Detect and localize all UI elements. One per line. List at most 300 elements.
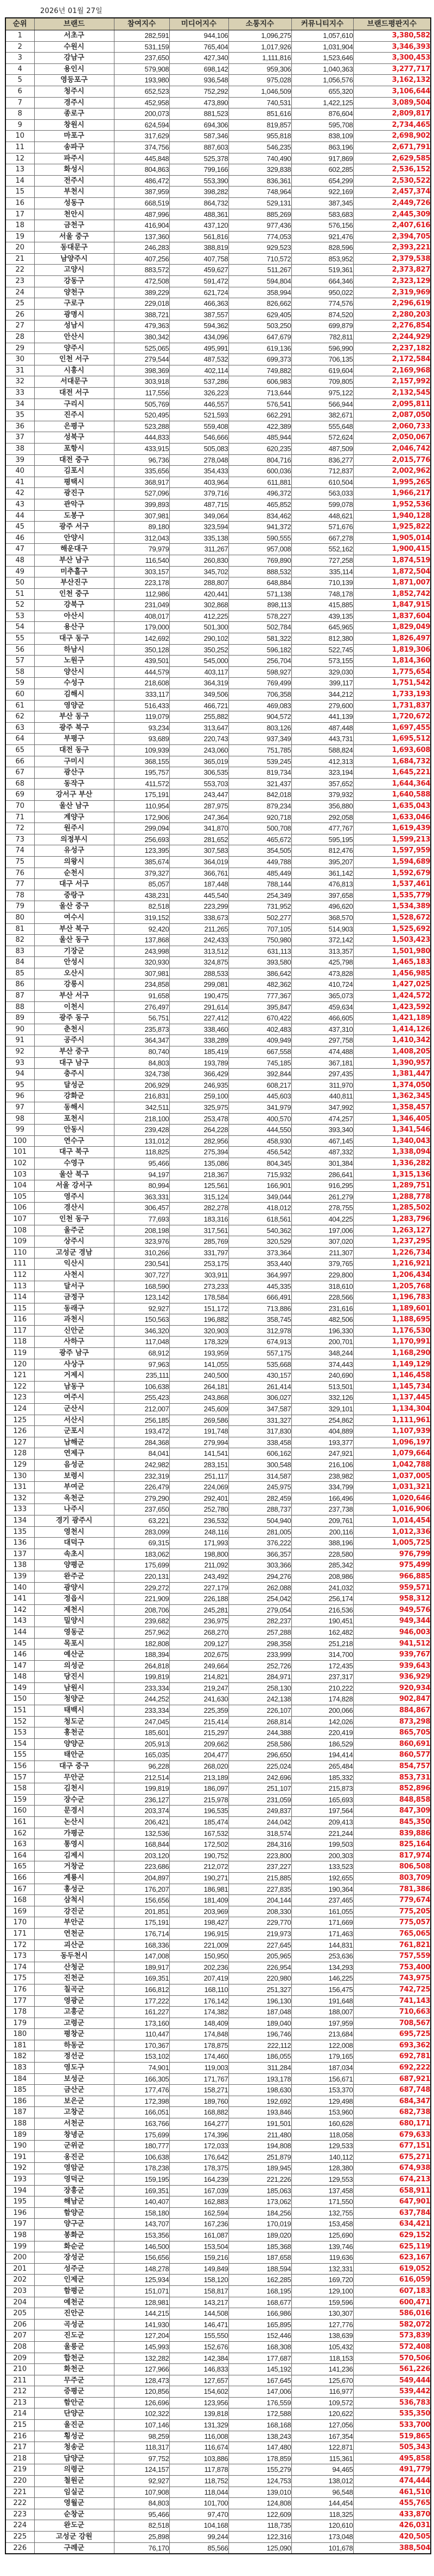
brand-name-cell: 대구 남구 [34, 1057, 114, 1069]
rank-cell: 187 [5, 2107, 34, 2118]
community-cell: 105,432 [291, 2341, 353, 2353]
participation-cell: 256,693 [114, 834, 169, 845]
participation-cell: 229,272 [114, 1582, 169, 1594]
participation-cell: 166,305 [114, 2073, 169, 2085]
community-cell: 165,693 [291, 1794, 353, 1806]
brand-name-cell: 여주시 [34, 1392, 114, 1404]
communication-cell: 1,096,275 [228, 30, 291, 42]
brand-name-cell: 영암군 [34, 2163, 114, 2174]
media-cell: 209,662 [169, 1738, 228, 1750]
brand-name-cell: 울주군 [34, 1225, 114, 1236]
community-cell: 140,112 [291, 2151, 353, 2163]
communication-cell: 445,335 [228, 1281, 291, 1292]
community-cell: 231,616 [291, 1303, 353, 1314]
communication-cell: 600,036 [228, 466, 291, 477]
reputation-index-cell: 860,577 [353, 1750, 431, 1761]
reputation-index-cell: 495,858 [353, 2453, 431, 2464]
rank-cell: 74 [5, 845, 34, 857]
media-cell: 174,848 [169, 2029, 228, 2040]
rank-cell: 14 [5, 175, 34, 187]
reputation-index-cell: 1,346,405 [353, 1113, 431, 1125]
rank-cell: 25 [5, 298, 34, 310]
rank-cell: 119 [5, 1348, 34, 1359]
participation-cell: 668,519 [114, 197, 169, 209]
rank-cell: 122 [5, 1381, 34, 1392]
rank-cell: 133 [5, 1504, 34, 1515]
communication-cell: 258,130 [228, 1682, 291, 1694]
table-row [5, 2018, 431, 2029]
rank-cell: 149 [5, 1682, 34, 1694]
community-cell: 975,122 [291, 388, 353, 399]
communication-cell: 251,879 [228, 2151, 291, 2163]
table-row [5, 220, 431, 232]
rank-cell: 213 [5, 2397, 34, 2408]
community-cell: 132,755 [291, 2207, 353, 2219]
participation-cell: 153,102 [114, 2051, 169, 2063]
reputation-index-cell: 742,725 [353, 1984, 431, 1995]
table-row [5, 1538, 431, 1549]
media-cell: 152,676 [169, 2341, 228, 2353]
table-row [5, 711, 431, 723]
brand-name-cell: 광주 동구 [34, 1013, 114, 1024]
brand-name-cell: 보은군 [34, 2096, 114, 2107]
community-cell: 241,032 [291, 1582, 353, 1594]
participation-cell: 276,497 [114, 1001, 169, 1013]
community-cell: 836,277 [291, 454, 353, 466]
communication-cell: 745,185 [228, 1057, 291, 1069]
brand-name-cell: 원주시 [34, 823, 114, 834]
reputation-index-cell: 1,176,530 [353, 1325, 431, 1337]
reputation-index-cell: 1,111,961 [353, 1415, 431, 1426]
brand-name-cell: 달서구 [34, 1281, 114, 1292]
reputation-index-cell: 949,576 [353, 1604, 431, 1616]
participation-cell: 279,290 [114, 1493, 169, 1504]
participation-cell: 199,819 [114, 1783, 169, 1795]
brand-name-cell: 대구 북구 [34, 1147, 114, 1158]
participation-cell: 445,848 [114, 153, 169, 164]
rank-cell: 130 [5, 1470, 34, 1482]
media-cell: 223,299 [169, 901, 228, 913]
brand-name-cell: 남양주시 [34, 253, 114, 265]
participation-cell: 166,051 [114, 2107, 169, 2118]
participation-cell: 177,476 [114, 2085, 169, 2096]
media-cell: 288,533 [169, 968, 228, 979]
participation-cell: 346,320 [114, 1325, 169, 1337]
communication-cell: 118,735 [228, 2520, 291, 2532]
table-row [5, 722, 431, 734]
reputation-index-cell: 684,347 [353, 2096, 431, 2107]
community-cell: 347,992 [291, 1102, 353, 1114]
communication-cell: 540,362 [228, 1225, 291, 1236]
community-cell: 221,244 [291, 1828, 353, 1839]
reputation-index-cell: 2,095,811 [353, 399, 431, 410]
brand-name-cell: 횡성군 [34, 2431, 114, 2442]
rank-cell: 148 [5, 1672, 34, 1683]
participation-cell: 444,579 [114, 666, 169, 678]
rank-cell: 193 [5, 2174, 34, 2186]
communication-cell: 819,857 [228, 119, 291, 131]
table-row [5, 544, 431, 555]
reputation-index-cell: 679,633 [353, 2129, 431, 2141]
media-cell: 203,969 [169, 1906, 228, 1917]
table-row [5, 2007, 431, 2018]
reputation-index-cell: 2,050,067 [353, 432, 431, 444]
brand-name-cell: 예천군 [34, 2297, 114, 2308]
communication-cell: 172,588 [228, 2408, 291, 2420]
media-cell: 287,975 [169, 800, 228, 812]
participation-cell: 168,844 [114, 1839, 169, 1851]
table-row [5, 555, 431, 566]
media-cell: 248,116 [169, 1526, 228, 1538]
rank-cell: 141 [5, 1594, 34, 1605]
community-cell: 153,370 [291, 2085, 353, 2096]
community-cell: 162,482 [291, 1627, 353, 1638]
reputation-index-cell: 936,929 [353, 1672, 431, 1683]
participation-cell: 203,120 [114, 1850, 169, 1861]
table-row [5, 1872, 431, 1884]
communication-cell: 715,932 [228, 1169, 291, 1180]
reputation-index-cell: 2,629,585 [353, 153, 431, 164]
media-cell: 174,396 [169, 2129, 228, 2141]
community-cell: 699,879 [291, 320, 353, 332]
media-cell: 259,100 [169, 1091, 228, 1102]
participation-cell: 201,851 [114, 1906, 169, 1917]
participation-cell: 235,111 [114, 1370, 169, 1382]
reputation-index-cell: 1,640,588 [353, 789, 431, 801]
media-cell: 403,117 [169, 666, 228, 678]
reputation-index-cell: 2,157,992 [353, 376, 431, 388]
reputation-index-cell: 1,697,455 [353, 722, 431, 734]
brand-name-cell: 함평군 [34, 2285, 114, 2297]
participation-cell: 85,057 [114, 879, 169, 890]
participation-cell: 203,374 [114, 1806, 169, 1817]
rank-cell: 138 [5, 1560, 34, 1571]
brand-name-cell: 제천시 [34, 1604, 114, 1616]
media-cell: 219,247 [169, 1682, 228, 1694]
communication-cell: 777,367 [228, 991, 291, 1002]
communication-cell: 458,930 [228, 1135, 291, 1147]
table-row [5, 1917, 431, 1929]
reputation-index-cell: 1,410,342 [353, 1035, 431, 1046]
rank-cell: 16 [5, 197, 34, 209]
communication-cell: 193,178 [228, 2073, 291, 2085]
table-row [5, 1426, 431, 1437]
community-cell: 1,057,610 [291, 30, 353, 42]
table-row [5, 1850, 431, 1861]
rank-cell: 92 [5, 1046, 34, 1058]
table-row [5, 2029, 431, 2040]
reputation-index-cell: 1,940,128 [353, 510, 431, 522]
community-cell: 133,523 [291, 1861, 353, 1873]
rank-cell: 157 [5, 1772, 34, 1783]
table-row [5, 789, 431, 801]
media-cell: 99,244 [169, 2532, 228, 2543]
participation-cell: 652,523 [114, 86, 169, 97]
rank-cell: 50 [5, 577, 34, 589]
table-row [5, 30, 431, 42]
media-cell: 488,361 [169, 209, 228, 220]
participation-cell: 379,327 [114, 868, 169, 879]
communication-cell: 364,997 [228, 1269, 291, 1281]
reputation-index-cell: 505,343 [353, 2442, 431, 2453]
communication-cell: 311,284 [228, 2063, 291, 2074]
table-row [5, 1303, 431, 1314]
table-row [5, 532, 431, 544]
communication-cell: 226,107 [228, 1705, 291, 1717]
media-cell: 765,404 [169, 41, 228, 53]
brand-name-cell: 정읍시 [34, 1594, 114, 1605]
media-cell: 225,359 [169, 1705, 228, 1717]
rank-cell: 8 [5, 108, 34, 120]
brand-name-cell: 과천시 [34, 1314, 114, 1326]
brand-name-cell: 고성군 경남 [34, 1247, 114, 1258]
rank-cell: 86 [5, 979, 34, 991]
community-cell: 174,828 [291, 1694, 353, 1705]
participation-cell: 169,351 [114, 1973, 169, 1984]
community-cell: 571,676 [291, 522, 353, 533]
communication-cell: 955,818 [228, 131, 291, 142]
table-row [5, 1125, 431, 1136]
brand-name-cell: 진천군 [34, 1973, 114, 1984]
reputation-index-cell: 3,106,644 [353, 86, 431, 97]
participation-cell: 350,128 [114, 644, 169, 656]
communication-cell: 904,572 [228, 711, 291, 723]
rank-cell: 30 [5, 354, 34, 365]
table-row [5, 2051, 431, 2063]
media-cell: 315,124 [169, 1191, 228, 1203]
brand-name-cell: 양천구 [34, 287, 114, 298]
table-row [5, 164, 431, 176]
reputation-index-cell: 775,057 [353, 1917, 431, 1929]
communication-cell: 581,322 [228, 633, 291, 645]
participation-cell: 189,917 [114, 1962, 169, 1973]
communication-cell: 606,983 [228, 376, 291, 388]
community-cell: 748,178 [291, 588, 353, 600]
reputation-index-cell: 1,168,290 [353, 1348, 431, 1359]
table-row [5, 1951, 431, 1962]
brand-name-cell: 함양군 [34, 2207, 114, 2219]
communication-cell: 666,491 [228, 1292, 291, 1303]
media-cell: 139,818 [169, 2408, 228, 2420]
rank-cell: 104 [5, 1180, 34, 1192]
media-cell: 176,642 [169, 2151, 228, 2163]
communication-cell: 314,587 [228, 1470, 291, 1482]
community-cell: 171,463 [291, 1928, 353, 1939]
participation-cell: 74,901 [114, 2063, 169, 2074]
community-cell: 379,932 [291, 789, 353, 801]
communication-cell: 281,005 [228, 1526, 291, 1538]
brand-name-cell: 정선군 [34, 2051, 114, 2063]
participation-cell: 242,982 [114, 1460, 169, 1471]
reputation-index-cell: 637,784 [353, 2207, 431, 2219]
table-row [5, 1727, 431, 1739]
community-cell: 229,800 [291, 1269, 353, 1281]
communication-cell: 740,490 [228, 153, 291, 164]
rank-cell: 131 [5, 1482, 34, 1493]
media-cell: 285,769 [169, 1236, 228, 1248]
table-row [5, 868, 431, 879]
reputation-index-cell: 1,137,445 [353, 1392, 431, 1404]
communication-cell: 242,696 [228, 1772, 291, 1783]
media-cell: 211,092 [169, 1560, 228, 1571]
media-cell: 193,959 [169, 1348, 228, 1359]
media-cell: 135,086 [169, 1158, 228, 1169]
media-cell: 311,267 [169, 544, 228, 555]
community-cell: 853,952 [291, 253, 353, 265]
table-row [5, 1314, 431, 1326]
communication-cell: 535,668 [228, 1359, 291, 1370]
media-cell: 174,382 [169, 2007, 228, 2018]
media-cell: 236,532 [169, 1515, 228, 1526]
brand-name-cell: 무안군 [34, 1772, 114, 1783]
participation-cell: 177,222 [114, 1995, 169, 2007]
community-cell: 602,285 [291, 164, 353, 176]
communication-cell: 618,561 [228, 1213, 291, 1225]
reputation-index-cell: 1,852,742 [353, 588, 431, 600]
participation-cell: 335,656 [114, 466, 169, 477]
media-cell: 437,120 [169, 220, 228, 232]
table-row [5, 1828, 431, 1839]
participation-cell: 310,266 [114, 1247, 169, 1258]
community-cell: 125,670 [291, 2375, 353, 2386]
participation-cell: 188,394 [114, 1649, 169, 1661]
rank-cell: 188 [5, 2118, 34, 2130]
table-row [5, 1526, 431, 1538]
media-cell: 398,282 [169, 187, 228, 198]
community-cell: 368,570 [291, 912, 353, 923]
table-row [5, 2453, 431, 2464]
communication-cell: 196,746 [228, 2029, 291, 2040]
participation-cell: 159,195 [114, 2174, 169, 2186]
participation-cell: 183,062 [114, 1549, 169, 1560]
rank-cell: 17 [5, 209, 34, 220]
media-cell: 207,419 [169, 1973, 228, 1984]
community-cell: 240,690 [291, 1370, 353, 1382]
community-cell: 437,310 [291, 1024, 353, 1035]
community-cell: 220,419 [291, 1727, 353, 1739]
participation-cell: 389,229 [114, 287, 169, 298]
rank-cell: 196 [5, 2207, 34, 2219]
communication-cell: 937,349 [228, 734, 291, 745]
community-cell: 588,824 [291, 745, 353, 756]
table-row [5, 1091, 431, 1102]
brand-name-cell: 고흥군 [34, 2007, 114, 2018]
community-cell: 132,331 [291, 2263, 353, 2275]
table-row [5, 2185, 431, 2196]
table-row [5, 488, 431, 499]
community-cell: 228,566 [291, 1292, 353, 1303]
table-row [5, 1761, 431, 1772]
reputation-index-cell: 1,358,457 [353, 1102, 431, 1114]
reputation-index-cell: 853,731 [353, 1772, 431, 1783]
brand-name-cell: 산청군 [34, 1962, 114, 1973]
brand-name-cell: 부평구 [34, 734, 114, 745]
community-cell: 329,030 [291, 666, 353, 678]
brand-name-cell: 음성군 [34, 1460, 114, 1471]
rank-cell: 22 [5, 265, 34, 276]
rank-cell: 224 [5, 2520, 34, 2532]
communication-cell: 576,541 [228, 399, 291, 410]
reputation-index-cell: 806,508 [353, 1861, 431, 1873]
participation-cell: 82,518 [114, 2520, 169, 2532]
communication-cell: 321,437 [228, 778, 291, 789]
participation-cell: 279,544 [114, 354, 169, 365]
community-cell: 278,755 [291, 1203, 353, 1214]
reputation-index-cell: 1,995,265 [353, 477, 431, 488]
table-row [5, 745, 431, 756]
communication-cell: 227,835 [228, 1884, 291, 1895]
media-cell: 944,106 [169, 30, 228, 42]
reputation-index-cell: 1,005,725 [353, 1538, 431, 1549]
rank-cell: 89 [5, 1013, 34, 1024]
communication-cell: 251,327 [228, 1984, 291, 1995]
participation-cell: 220,131 [114, 1571, 169, 1582]
brand-name-cell: 서초구 [34, 30, 114, 42]
brand-name-cell: 김천시 [34, 1783, 114, 1795]
table-row [5, 644, 431, 656]
reputation-index-cell: 687,921 [353, 2073, 431, 2085]
media-cell: 187,448 [169, 879, 228, 890]
rank-cell: 36 [5, 421, 34, 432]
communication-cell: 194,808 [228, 2141, 291, 2152]
community-cell: 921,476 [291, 231, 353, 242]
brand-name-cell: 춘천시 [34, 1024, 114, 1035]
brand-name-cell: 거창군 [34, 1861, 114, 1873]
media-cell: 354,433 [169, 466, 228, 477]
table-row [5, 119, 431, 131]
rank-cell: 87 [5, 991, 34, 1002]
communication-cell: 165,895 [228, 2319, 291, 2330]
media-cell: 196,535 [169, 1806, 228, 1817]
participation-cell: 579,908 [114, 63, 169, 75]
rank-cell: 167 [5, 1884, 34, 1895]
reputation-index-cell: 848,858 [353, 1794, 431, 1806]
community-cell: 197,564 [291, 1806, 353, 1817]
community-cell: 200,303 [291, 1850, 353, 1861]
table-row [5, 778, 431, 789]
community-cell: 467,145 [291, 1135, 353, 1147]
participation-cell: 185,601 [114, 1727, 169, 1739]
communication-cell: 674,913 [228, 1337, 291, 1348]
reputation-index-cell: 1,952,536 [353, 499, 431, 510]
rank-cell: 163 [5, 1839, 34, 1851]
rank-cell: 95 [5, 1080, 34, 1091]
rank-cell: 208 [5, 2341, 34, 2353]
table-row [5, 678, 431, 689]
brand-name-cell: 남해군 [34, 1437, 114, 1448]
table-row [5, 1716, 431, 1727]
communication-cell: 929,523 [228, 242, 291, 254]
communication-cell: 176,559 [228, 2397, 291, 2408]
reputation-index-cell: 1,188,695 [353, 1314, 431, 1326]
media-cell: 186,097 [169, 1783, 228, 1795]
communication-cell: 629,405 [228, 309, 291, 320]
rank-cell: 20 [5, 242, 34, 254]
communication-cell: 279,054 [228, 1604, 291, 1616]
reputation-index-cell: 582,072 [353, 2319, 431, 2330]
reputation-index-cell: 1,427,025 [353, 979, 431, 991]
participation-cell: 182,808 [114, 1638, 169, 1649]
table-row [5, 1158, 431, 1169]
table-row [5, 812, 431, 823]
rank-cell: 146 [5, 1649, 34, 1661]
brand-name-cell: 용산구 [34, 622, 114, 633]
table-row [5, 2040, 431, 2051]
participation-cell: 127,966 [114, 2364, 169, 2375]
participation-cell: 169,351 [114, 2185, 169, 2196]
rank-cell: 75 [5, 856, 34, 868]
reputation-index-cell: 1,285,502 [353, 1203, 431, 1214]
